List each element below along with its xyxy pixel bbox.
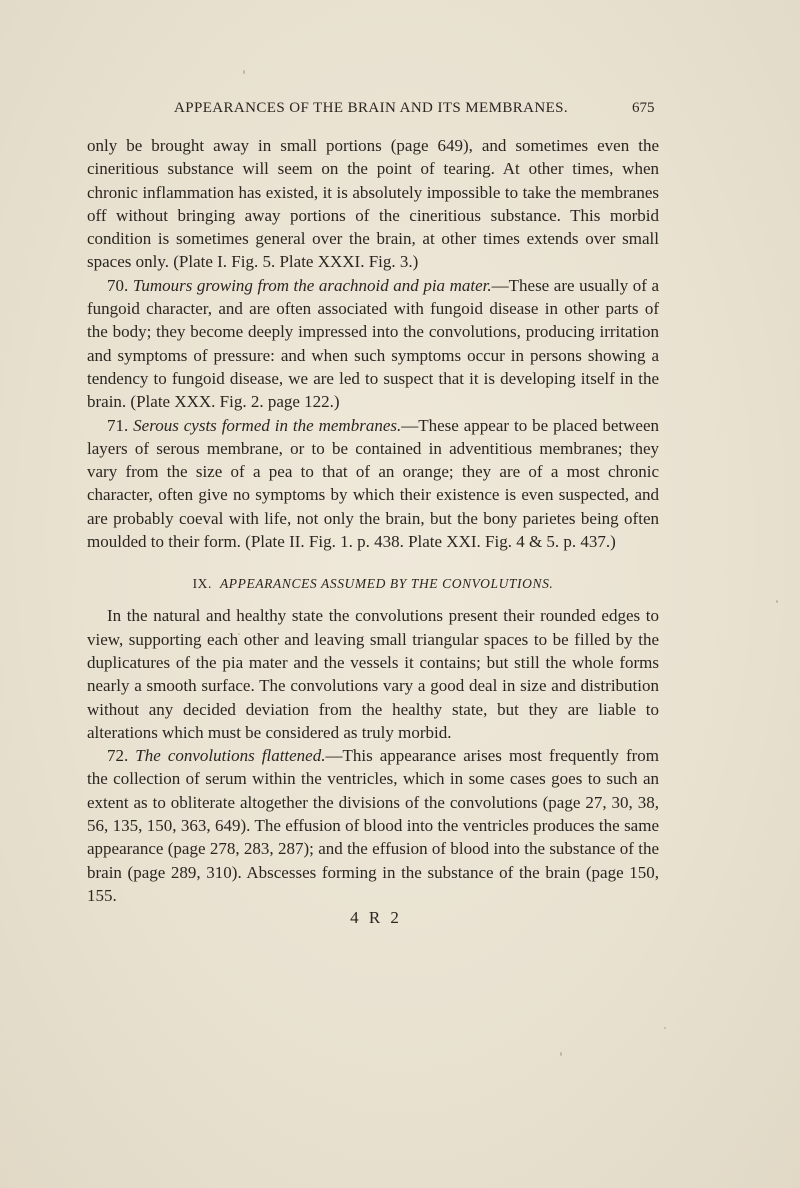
section-heading — [87, 574, 659, 594]
paragraph-70 — [87, 274, 659, 414]
paragraph-72 — [87, 744, 659, 907]
paper-speck — [560, 1052, 562, 1056]
page-header — [0, 100, 800, 124]
paragraph-title: Serous cysts formed in the membranes. — [133, 415, 402, 435]
paper-speck — [243, 70, 245, 74]
paragraph-71 — [87, 414, 659, 554]
paper-speck — [238, 633, 240, 635]
paragraph-number: 72. — [107, 746, 129, 766]
paragraph-text: —These are usually of a fungoid character, and are often associated with fungoid disease in other parts of the body; they become deeply impressed into the convolutions, producing irritation and symptoms of pressure: and when such symptoms occur in persons showing a tendency to fungoid disease, we are led to suspect that it is developing itself in the brain. (Plate XXX. Fig. 2. page 122.) — [87, 275, 660, 412]
paper-speck — [776, 600, 778, 603]
paper-speck — [664, 1027, 666, 1029]
paragraph-title: Tumours growing from the arachnoid and pia mater. — [132, 275, 492, 295]
paragraph-text: —This appearance arises most frequently from the collection of serum within the ventricles, which in some cases goes to such an extent as to obliterate altogether the divisions of the convolutions (page 27, 30, 38, 56, 135, 150, 363, 649). The effusion of blood into the ventricles produces the same appearance (page 278, 283, 287); and the effusion of blood into the substance of the brain (page 289, 310). Abscesses forming in the substance of the brain (page 150, 155. — [87, 746, 659, 905]
paragraph-continuation: only be brought away in small portions (page 649), and sometimes even the cineritious substance will seem on the point of tearing. At other times, when chronic inflammation has existed, it is absolutely impossible to take the membranes off without bringing away portions of the cineritious substance. This morbid condition is sometimes general over the brain, at other times extends over small spaces only. (Plate I. Fig. 5. Plate XXXI. Fig. 3.) — [87, 136, 659, 272]
section-title: APPEARANCES ASSUMED BY THE CONVOLUTIONS. — [219, 576, 554, 592]
paragraph-number: 70. — [107, 275, 129, 295]
paragraph-title: The convolutions flattened. — [135, 746, 326, 766]
signature-mark: 4 R 2 — [350, 908, 402, 928]
running-head: APPEARANCES OF THE BRAIN AND ITS MEMBRANES. — [174, 100, 569, 116]
paragraph-text: —These appear to be placed between layers of serous membrane, or to be contained in adventitious membranes; they vary from the size of a pea to that of an orange; they are of a most chronic character, often give no symptoms by which their existence is even suspected, and are probably coeval with life, not only the brain, but the bony parietes being often moulded to their form. (Plate II. Fig. 1. p. 438. Plate XXI. Fig. 4 & 5. p. 437.) — [87, 415, 659, 552]
page-body — [87, 134, 659, 929]
page-number: 675 — [632, 100, 655, 116]
paragraph-number: 71. — [107, 415, 129, 435]
section-number: IX. — [192, 576, 212, 592]
paragraph-convolutions: In the natural and healthy state the convolutions present their rounded edges to view, supporting each other and leaving small triangular spaces to be filled by the duplicatures of the pia mater and the vessels it contains; but still the whole forms nearly a smooth surface. The convolutions vary a good deal in size and distribution without any decided deviation from the healthy state, but they are liable to alterations which must be considered as truly morbid. — [87, 606, 659, 742]
